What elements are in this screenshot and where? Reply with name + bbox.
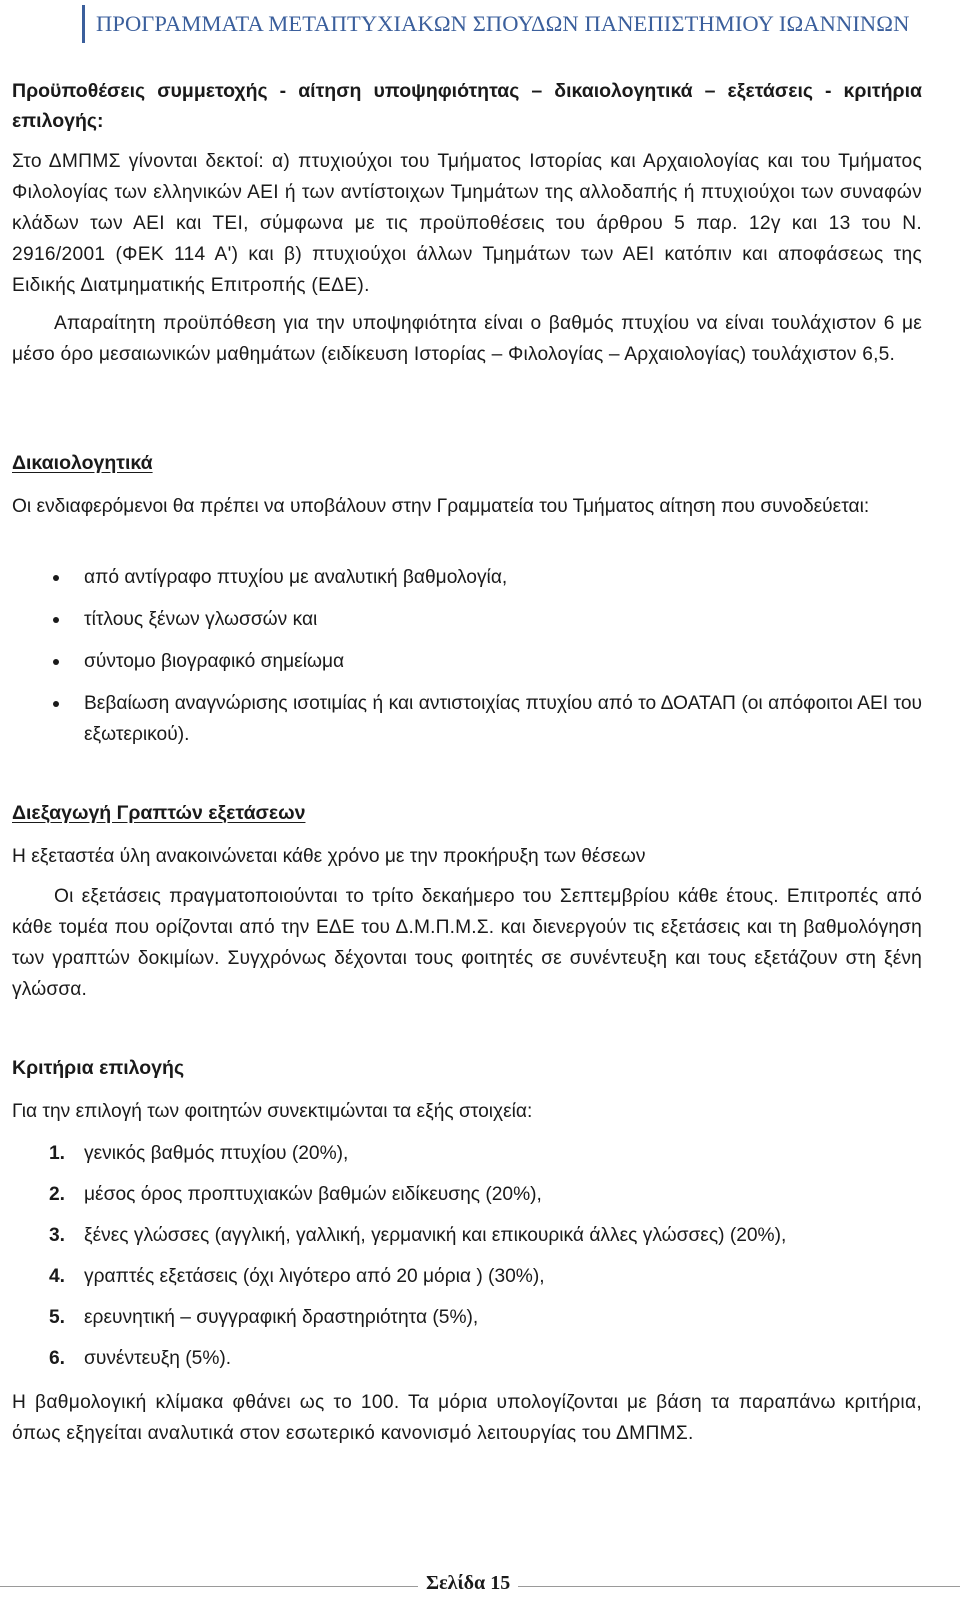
list-item	[12, 604, 922, 646]
page-number: Σελίδα 15	[418, 1572, 518, 1595]
list-item	[12, 688, 922, 750]
list-item-text: ερευνητική – συγγραφική δραστηριότητα (5%),	[84, 1307, 479, 1328]
list-item	[12, 1138, 922, 1179]
section-heading-requirements: Προϋποθέσεις συμμετοχής - αίτηση υποψηφιότητας – δικαιολογητικά – εξετάσεις - κριτήρια επιλογής:	[12, 80, 922, 132]
documents-list	[12, 562, 922, 750]
paragraph-eligible-graduates: Στο ΔΜΠΜΣ γίνονται δεκτοί: α) πτυχιούχοι του Τμήματος Ιστορίας και Αρχαιολογίας και του Τμήματος Φιλολογίας των ελληνικών ΑΕΙ ή των αντίστοιχων Τμημάτων της αλλοδαπής ή πτυχιούχοι των συναφών κλάδων των ΑΕΙ και ΤΕΙ, σύμφωνα με τις προϋποθέσεις του άρθρου 5 παρ. 12γ και 13 του Ν. 2916/2001 (ΦΕΚ 114 Α') και β) πτυχιούχοι άλλων Τμημάτων των ΑΕΙ κατόπιν και αποφάσεως της Ειδικής Διατμηματικής Επιτροπής (ΕΔΕ).	[12, 151, 922, 296]
list-item-text: από αντίγραφο πτυχίου με αναλυτική βαθμολογία,	[84, 567, 508, 588]
list-number: 5.	[49, 1307, 66, 1328]
section-heading-written-exams: Διεξαγωγή Γραπτών εξετάσεων	[12, 802, 306, 824]
list-item-text: συνέντευξη (5%).	[84, 1348, 232, 1369]
list-item	[12, 1261, 922, 1302]
list-item-text: γενικός βαθμός πτυχίου (20%),	[84, 1143, 349, 1164]
list-item	[12, 1343, 922, 1384]
section-heading-documents: Δικαιολογητικά	[12, 452, 153, 474]
list-number: 4.	[49, 1266, 66, 1287]
header-title: ΠΡΟΓΡΑΜΜΑΤΑ ΜΕΤΑΠΤΥΧΙΑΚΩΝ ΣΠΟΥΔΩΝ ΠΑΝΕΠΙΣΤΗΜΙΟΥ ΙΩΑΝΝΙΝΩΝ	[96, 11, 910, 36]
list-number: 6.	[49, 1348, 66, 1369]
paragraph-criteria-intro: Για την επιλογή των φοιτητών συνεκτιμώνται τα εξής στοιχεία:	[12, 1101, 533, 1122]
bullet-icon	[53, 575, 59, 581]
list-item-text: τίτλους ξένων γλωσσών και	[84, 609, 318, 630]
bullet-icon	[53, 617, 59, 623]
bullet-icon	[53, 659, 59, 665]
paragraph-documents-intro: Οι ενδιαφερόμενοι θα πρέπει να υποβάλουν στην Γραμματεία του Τμήματος αίτηση που συνοδεύεται:	[12, 496, 870, 517]
list-item-text: σύντομο βιογραφικό σημείωμα	[84, 651, 345, 672]
paragraph-degree-requirement: Απαραίτητη προϋπόθεση για την υποψηφιότητα είναι ο βαθμός πτυχίου να είναι τουλάχιστον 6 με μέσο όρο μεσαιωνικών μαθημάτων (ειδίκευση Ιστορίας – Φιλολογίας – Αρχαιολογίας) τουλάχιστον 6,5.	[12, 313, 922, 365]
list-item	[12, 1220, 922, 1261]
list-number: 2.	[49, 1184, 66, 1205]
list-item-text: ξένες γλώσσες (αγγλική, γαλλική, γερμανική και επικουρικά άλλες γλώσσες) (20%),	[84, 1225, 787, 1246]
list-item	[12, 562, 922, 604]
list-item	[12, 1302, 922, 1343]
list-item-text: Βεβαίωση αναγνώρισης ισοτιμίας ή και αντιστοιχίας πτυχίου από το ΔΟΑΤΑΠ (οι απόφοιτοι ΑΕΙ του εξωτερικού).	[84, 693, 922, 745]
paragraph-exam-material: Η εξεταστέα ύλη ανακοινώνεται κάθε χρόνο με την προκήρυξη των θέσεων	[12, 846, 646, 867]
list-number: 3.	[49, 1225, 66, 1246]
bullet-icon	[53, 701, 59, 707]
running-header	[82, 5, 942, 43]
page-footer	[0, 1568, 960, 1605]
list-number: 1.	[49, 1143, 66, 1164]
list-item-text: μέσος όρος προπτυχιακών βαθμών ειδίκευσης (20%),	[84, 1184, 542, 1205]
criteria-list	[12, 1138, 922, 1384]
paragraph-exam-schedule: Οι εξετάσεις πραγματοποιούνται το τρίτο δεκαήμερο του Σεπτεμβρίου κάθε έτους. Επιτροπές από κάθε τομέα που ορίζονται από την ΕΔΕ του Δ.Μ.Π.Μ.Σ. και διενεργούν τις εξετάσεις και τη βαθμολόγηση των γραπτών δοκιμίων. Συγχρόνως δέχονται τους φοιτητές σε συνέντευξη και τους εξετάζουν στη ξένη γλώσσα.	[12, 886, 922, 1000]
section-heading-selection-criteria: Κριτήρια επιλογής	[12, 1057, 185, 1079]
header-accent-bar	[82, 5, 85, 43]
list-item	[12, 1179, 922, 1220]
list-item-text: γραπτές εξετάσεις (όχι λιγότερο από 20 μόρια ) (30%),	[84, 1266, 545, 1287]
list-item	[12, 646, 922, 688]
paragraph-grading-scale: Η βαθμολογική κλίμακα φθάνει ως το 100. Τα μόρια υπολογίζονται με βάση τα παραπάνω κριτήρια, όπως εξηγείται αναλυτικά στον εσωτερικό κανονισμό λειτουργίας του ΔΜΠΜΣ.	[12, 1392, 922, 1444]
